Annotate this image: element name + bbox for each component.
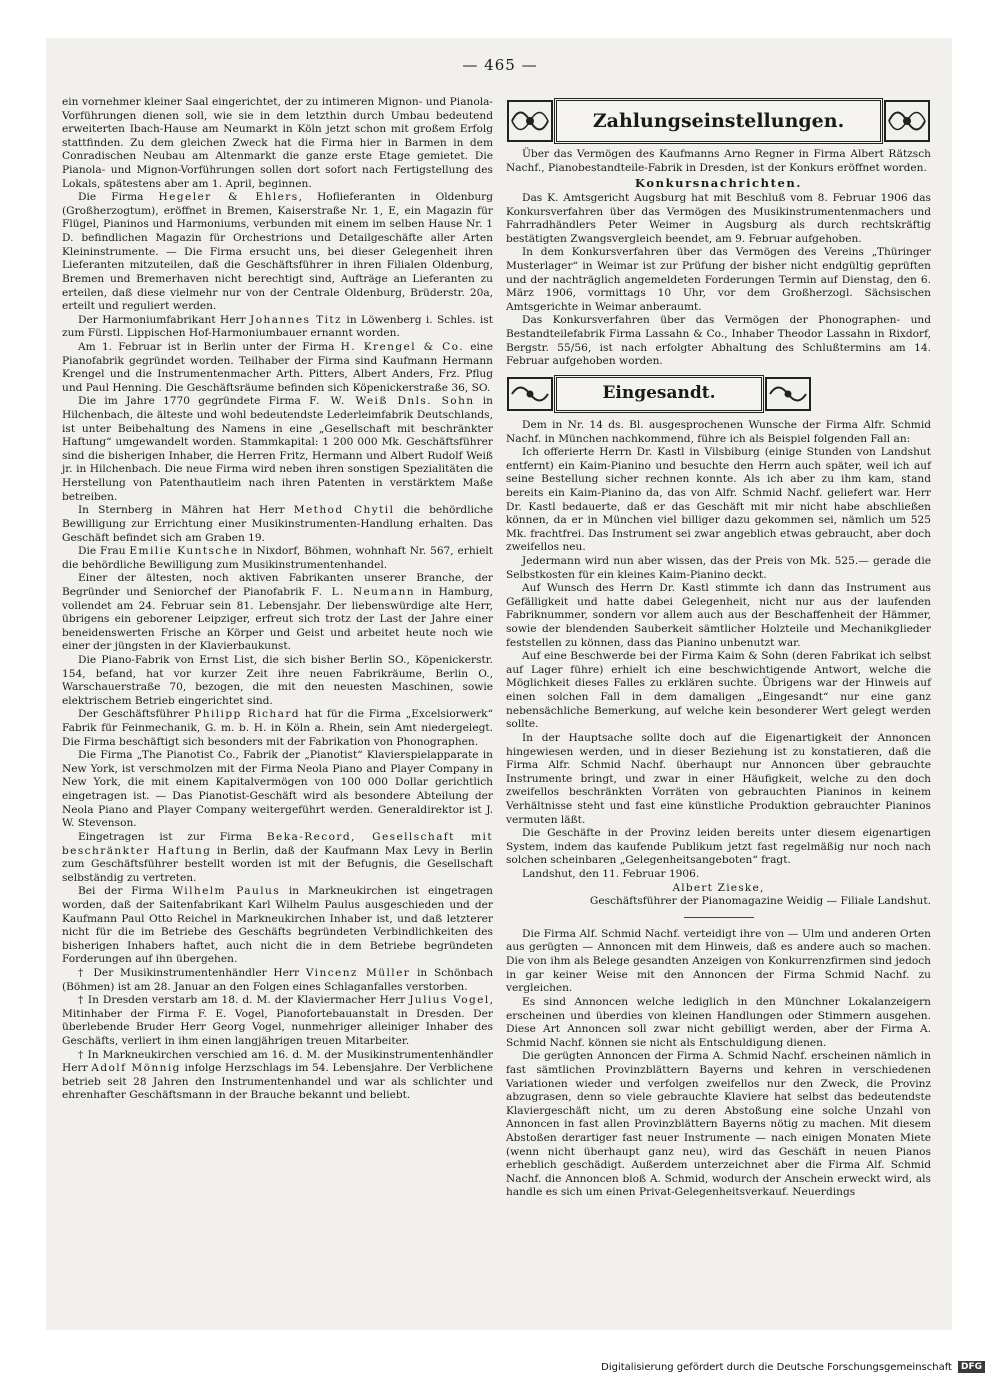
paragraph — [62, 191, 493, 313]
paragraph — [62, 545, 493, 572]
paragraph: Die Piano-Fabrik von Ernst List, die sich bisher Berlin SO., Köpenickerstr. 154, befand, hat vor kurzer Zeit ihre neuen Fabrikräume, Berlin O., Warschauerstraße 70, bezogen, die mit den neuesten Maschinen, sowie elektrischem Betrieb eingerichtet sind. — [62, 653, 493, 707]
paragraph-text: hat für die Firma „Excelsiorwerk“ Fabrik für Feinmechanik, G. m. b. H. in Köln a. Rhein, sein Amt niedergelegt. Die Firma beschäftigt sich besonders mit der Fabrikation von Phonographen. — [62, 708, 493, 748]
heading-zahlungseinstellungen: Zahlungseinstellungen. — [554, 98, 883, 144]
paragraph-text: in Hilchenbach, die älteste und wohl bedeutendste Lederleimfabrik Deutschlands, ist unter Beibehaltung des Namens in eine „Gesellschaft mit beschränkter Haftung“ umgewandelt worden. Stammkapital: 1 200 000 Mk. Geschäftsführer sind die bisherigen Inhaber, die Herren Fritz, Hermann und Albert Rudolf Weiß jr. in Hilchenbach. Die neue Firma wird neben ihren sonstigen Spezialitäten die Herstellung von Patenthautleim nach ihren Patenten in verstärktem Maße betreiben. — [62, 395, 493, 503]
heading-zahlungseinstellungen-banner — [506, 98, 931, 144]
ornament-right-icon — [883, 98, 931, 144]
paragraph: In dem Konkursverfahren über das Vermögen des Vereins „Thüringer Musterlager“ in Weimar ist zur Prüfung der bisher nicht endgültig geprüften und der nachträglich angemeldeten Forderungen Termin auf Dienstag, den 6. März 1906, vormittags 10 Uhr, vor dem Großherzogl. Sächsischen Amtsgerichte in Weimar anberaumt. — [506, 246, 931, 313]
paragraph-text: † In Markneukirchen verschied am 16. d. M. der Musikinstrumentenhändler Herr — [62, 1048, 493, 1075]
paragraph-text: die behördliche Bewilligung zur Errichtung einer Musikinstrumenten-Handlung erhalten. Das Geschäft befindet sich am Graben 19. — [62, 504, 493, 544]
konkurs-section — [506, 192, 931, 369]
spaced-name: Philipp Richard — [194, 708, 300, 721]
paragraph — [62, 504, 493, 545]
paragraph: Auf eine Beschwerde bei der Firma Kaim & Sohn (deren Fabrikat ich selbst auf Lager führe) erhielt ich eine beschwichtigende Antwort, welche die Möglichkeit dieses Falles zu erklären suchte. Übrigens war der Hinweis auf einen solchen Fall in dem damaligen „Eingesandt“ nur eine ganz nebensächliche Bemerkung, auf welche kein besonderer Wert gelegt werden sollte. — [506, 650, 931, 731]
paragraph-text: Bei der Firma — [78, 885, 173, 898]
spaced-name: Emilie Kuntsche — [129, 545, 239, 558]
spaced-name: Adolf Mönnig — [91, 1062, 181, 1075]
paragraph-text: eine Pianofabrik gegründet worden. Teilhaber der Firma sind Kaufmann Hermann Krengel und die Instrumentenmacher Arth. Pitters, Albert Anders, Frz. Pflug und Paul Henning. Die Geschäftsräume befinden sich Köpenickerstraße 36, SO. — [62, 340, 493, 394]
paragraph: Die Firma Alf. Schmid Nachf. verteidigt ihre von — Ulm und anderen Orten aus gerügten — Annoncen mit dem Hinweis, daß es andere auch so machen. Die von ihm als Belege gesandten Anzeigen von Konkurrenzfirmen sind jedoch in gar keiner Weise mit den Annoncen der Firma Schmid Nachf. zu vergleichen. — [506, 927, 931, 995]
section-divider — [684, 917, 754, 918]
ornament-left-icon — [506, 98, 554, 144]
paragraph: Das Konkursverfahren über das Vermögen der Phonographen- und Bestandteilefabrik Firma Lassahn & Co., Inhaber Theodor Lassahn in Rixdorf, Bergstr. 55/56, ist nach erfolgter Abhaltung des Schlußtermins am 14. Februar aufgehoben worden. — [506, 314, 931, 368]
paragraph — [62, 967, 493, 994]
paragraph-text: in Löwenberg i. Schles. ist zum Fürstl. Lippischen Hof-Harmoniumbauer ernannt worden. — [62, 313, 493, 340]
eingesandt-section — [506, 419, 931, 868]
dfg-logo-icon: DFG — [958, 1361, 985, 1373]
spaced-name: F. L. Neumann — [311, 585, 416, 598]
paragraph-text: Die Frau — [78, 545, 130, 558]
paragraph: Dem in Nr. 14 ds. Bl. ausgesprochenen Wunsche der Firma Alfr. Schmid Nachf. in München nachkommend, führe ich als Beispiel folgenden Fall an: — [506, 418, 931, 445]
paragraph — [62, 1049, 493, 1103]
reply-section — [506, 928, 931, 1200]
ornament-left-icon — [506, 375, 554, 413]
paragraph-text: Der Geschäftsführer — [78, 708, 195, 721]
paragraph: Die gerügten Annoncen der Firma A. Schmid Nachf. erscheinen nämlich in fast sämtlichen Provinzblättern Bayerns und kehren in verschiedenen Variationen wieder und verfolgen zweifellos nur den Zweck, die Provinz abzugrasen, denn so viele gebrauchte Klaviere hat selbst das bedeutendste Klaviergeschäft nicht, um zu deren Abstoßung eine solche Unzahl von Annoncen in fast allen Provinzblättern Bayerns nötig zu machen. Mit diesem Abstoßen derartiger fast neuer Instrumente — nach einigen Monaten Miete (wenn nicht überhaupt ganz neu), wird das Geschäft in neuen Pianos erheblich geschädigt. Außerdem unterzeichnet aber die Firma Alf. Schmid Nachf. die Annoncen bloß A. Schmid, wodurch der Anschein erweckt wird, als handle es sich um einen Privat-Gelegenheitsverkauf. Neuerdings — [506, 1050, 931, 1199]
paragraph: Auf Wunsch des Herrn Dr. Kastl stimmte ich dann das Instrument aus Gefälligkeit und hatte dabei Gelegenheit, nicht nur aus der laufenden Fabriknummer, sondern vor allem auch aus der Beschaffenheit der Hämmer, sowie der blendenden Sauberkeit sämtlicher Holzteile und Mechanikglieder feststellen zu können, dass das Pianino unbenutzt war. — [506, 582, 931, 649]
paragraph-text: in Schönbach (Böhmen) ist am 28. Januar an den Folgen eines Schlaganfalles verstorben. — [62, 967, 494, 993]
paragraph — [62, 314, 493, 341]
paragraph-text: Der Harmoniumfabrikant Herr — [78, 313, 251, 326]
spaced-name: H. Krengel & Co. — [340, 340, 464, 353]
paragraph-text: Die Firma — [78, 191, 159, 204]
paragraph-text: infolge Herzschlags im 54. Lebensjahre. Der Verblichene betrieb seit 28 Jahren den Instrumentenhandel und war als schlichter und ehrenhafter Geschäftsmann in der Brauche bekannt und beliebt. — [62, 1062, 493, 1102]
paragraph-text: † Der Musikinstrumentenhändler Herr — [78, 967, 306, 979]
paragraph: Die Geschäfte in der Provinz leiden bereits unter diesem eigenartigen System, indem das kaufende Publikum jetzt fast regelmäßig nur noch nach solchen scheinbaren „Gelegenheitsangeboten“ fragt. — [506, 827, 931, 867]
paragraph: Die Firma „The Pianotist Co., Fabrik der „Pianotist“ Klavierspielapparate in New York, ist verschmolzen mit der Firma Neola Piano and Player Company in New York, die mit einem Kapitalvermögen von 100 000 Dollar gerichtlich eingetragen ist. — Das Pianotist-Geschäft wird als besondere Abteilung der Neola Piano and Player Company weitergeführt werden. Generaldirektor ist J. W. Stevenson. — [62, 749, 493, 830]
paragraph-text: in Markneukirchen ist eingetragen worden, daß der Saitenfabrikant Karl Wilhelm Paulus ausgeschieden und der Kaufmann Paul Otto Reichel in Markneukirchen Inhaber ist, und daß letzterer nicht für die im Betriebe des Geschäfts begründeten Verbindlichkeiten des bisherigen Inhabers haftet, auch nicht die in dem Betriebe begründeten Forderungen auf ihn übergehen. — [62, 885, 493, 966]
paragraph: Das K. Amtsgericht Augsburg hat mit Beschluß vom 8. Februar 1906 das Konkursverfahren über das Vermögen des Musikinstrumentenmachers und Fahrradhändlers Peter Weimer in Augsburg als durch rechtskräftig bestätigten Zwangsvergleich beendet, am 9. Februar aufgehoben. — [506, 191, 931, 245]
paragraph-text: Einer der ältesten, noch aktiven Fabrikanten unserer Branche, der Begründer und Seniorchef der Pianofabrik — [62, 572, 493, 598]
signature-name: Albert Zieske, — [672, 881, 765, 894]
paragraph — [62, 572, 493, 654]
paragraph: Jedermann wird nun aber wissen, das der Preis von Mk. 525.— gerade die Selbstkosten für ein kleines Kaim-Pianino deckt. — [506, 555, 931, 581]
paragraph-text: † In Dresden verstarb am 18. d. M. der Klaviermacher Herr — [78, 994, 410, 1007]
paragraph-text: Am 1. Februar ist in Berlin unter der Firma — [78, 340, 341, 353]
spaced-name: Method Chytil — [293, 504, 395, 517]
paragraph: Es sind Annoncen welche lediglich in den Münchner Lokalanzeigern erscheinen und überdies von kleinen Handlungen oder Stimmern ausgehen. Diese Art Annoncen soll zwar nicht gebilligt werden, aber der Firma A. Schmid Nachf. können sie nicht als Entschuldigung dienen. — [506, 995, 931, 1049]
right-column — [506, 96, 931, 1200]
footer-text: Digitalisierung gefördert durch die Deutsche Forschungsgemeinschaft — [601, 1361, 952, 1373]
paragraph-text: in Nixdorf, Böhmen, wohnhaft Nr. 567, erhielt die behördliche Bewilligung zum Musikinstrumentenhandel. — [62, 545, 493, 571]
paragraph: In der Hauptsache sollte doch auf die Eigenartigkeit der Annoncen hingewiesen werden, und in dieser Beziehung ist zu konstatieren, daß die Firma Alfr. Schmid Nachf. überhaupt nur Annoncen über gebrauchte Instrumente bringt, und zwar in einer Häufigkeit, welche zu den doch zweifellos beschränkten Vorräten von gebrauchten Pianinos in keinem Verhältnisse steht und fast eine künstliche Produktion gebrauchter Pianinos vermuten läßt. — [506, 731, 931, 826]
paragraph — [62, 885, 493, 967]
paragraph: ein vornehmer kleiner Saal eingerichtet, der zu intimeren Mignon- und Pianola-Vorführungen dienen soll, wie sie in dem letzthin durch Umbau bedeutend erweiterten Ibach-Hause am Neumarkt in Köln jetzt schon mit großem Erfolg stattfinden. Zu dem gleichen Zweck hat die Firma hier in Barmen in dem Conradischen Neubau am Altenmarkt die ganze erste Etage gemietet. Die Pianola- und Mignon-Vorführungen sollen dort sofort nach Fertigstellung des Lokals, spätestens aber am 1. April, beginnen. — [62, 96, 493, 190]
paragraph — [62, 341, 493, 395]
ornament-right-icon — [764, 375, 812, 413]
footer-credit — [580, 1358, 985, 1376]
left-column — [62, 96, 493, 1103]
paragraph-text: in Hamburg, vollendet am 24. Februar sein 81. Lebensjahr. Der liebenswürdige alte Herr, übrigens ein geborener Leipziger, erfreut sich trotz der Last der Jahre einer beneidenswerten Frische an Körper und Geist und arbeitet heute noch wie einer der jüngsten in der Klavierbaukunst. — [62, 585, 493, 653]
paragraph — [62, 994, 493, 1048]
paragraph: Ich offerierte Herrn Dr. Kastl in Vilsbiburg (einige Stunden von Landshut entfernt) ein Kaim-Pianino und besuchte den Herrn auch später, weil ich auf seine Bestellung sicher rechnen konnte. Als ich aber zu ihm kam, stand bereits ein Kaim-Pianino da, das von Alfr. Schmid Nachf. geliefert war. Herr Dr. Kastl bedauerte, daß er das Geschäft mit mir nicht habe abschließen können, da er in München viel billiger dazu gekommen sei, nämlich um 525 Mk. frachtfrei. Das Instrument sei zwar angeblich etwas gebraucht, aber doch zweifellos neu. — [506, 446, 931, 554]
paragraph-text: Die im Jahre 1770 gegründete Firma — [78, 395, 310, 408]
spaced-name: Julius Vogel — [409, 994, 490, 1007]
subheading-konkursnachrichten: Konkursnachrichten. — [635, 176, 802, 191]
paragraph-text: in Berlin, daß der Kaufmann Max Levy in Berlin zum Geschäftsführer bestellt worden ist mit der Befugnis, die Gesellschaft selbständig zu vertreten. — [62, 844, 493, 884]
page-number: — 465 — — [462, 56, 538, 74]
spaced-name: Johannes Titz — [250, 313, 343, 326]
paragraph-text: Eingetragen ist zur Firma — [78, 830, 267, 843]
paragraph: Über das Vermögen des Kaufmanns Arno Regner in Firma Albert Rätzsch Nachf., Pianobestandteile-Fabrik in Dresden, ist der Konkurs eröffnet worden. — [506, 148, 931, 174]
spaced-name: F. W. Weiß Dnls. Sohn — [309, 395, 475, 408]
spaced-name: Wilhelm Paulus — [172, 885, 281, 898]
zahlung-section — [506, 148, 931, 175]
heading-eingesandt: Eingesandt. — [554, 375, 764, 413]
paragraph-text: In Sternberg in Mähren hat Herr — [78, 504, 294, 517]
paragraph — [62, 395, 493, 504]
spaced-name: Beka-Record, Gesellschaft mit beschränkter Haftung — [62, 830, 493, 857]
signature-role: Geschäftsführer der Pianomagazine Weidig — Filiale Landshut. — [589, 895, 931, 908]
spaced-name: Hegeler & Ehlers — [158, 191, 299, 204]
spaced-name: Vincenz Müller — [305, 967, 411, 979]
heading-eingesandt-banner — [506, 375, 931, 413]
paragraph-text: , Mitinhaber der Firma F. E. Vogel, Pianofortebauanstalt in Dresden. Der überlebende Bruder Herr Georg Vogel, nunmehriger alleiniger Inhaber des Geschäfts, verliert in ihm einen langjährigen treuen Mitarbeiter. — [62, 994, 493, 1048]
paragraph — [62, 708, 493, 749]
paragraph — [62, 831, 493, 885]
signature-place: Landshut, den 11. Februar 1906. — [522, 868, 700, 881]
paragraph-text: , Hoflieferanten in Oldenburg (Großherzogtum), eröffnet in Bremen, Kaiserstraße Nr. 1, E, ein Magazin für Flügel, Pianinos und Harmoniums, verbunden mit einem im selben Hause Nr. 1 D. befindlichen Magazin für Orchestrions und Detailgeschäfte aller Arten Kleininstrumente. — Die Firma ersucht uns, bei dieser Gelegenheit ihren Lieferanten mitzuteilen, daß die Geschäftsführer in ihren Filialen Oldenburg, Bremen und Bremerhaven nicht berechtigt sind, Aufträge an Lieferanten zu erteilen, daß diese vielmehr nur von der Centrale Oldenburg, Brüderstr. 20a, erteilt und reguliert werden. — [62, 191, 493, 313]
